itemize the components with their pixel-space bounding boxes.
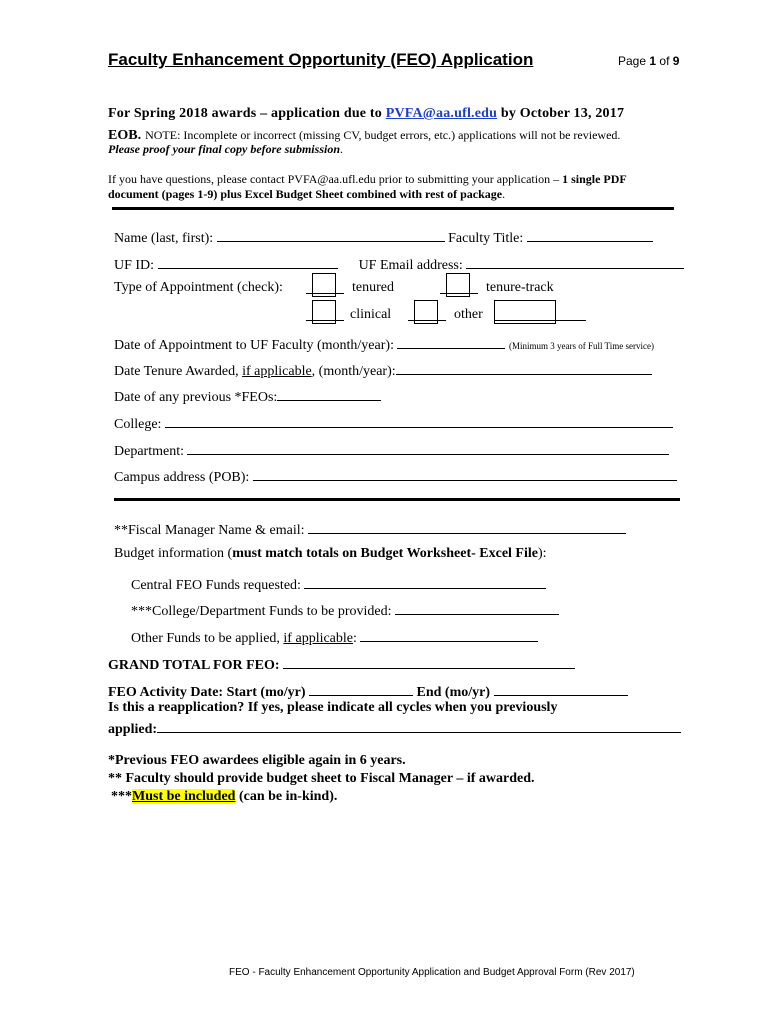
note-budget-sheet: ** Faculty should provide budget sheet to Fiscal Manager – if awarded. <box>108 771 535 786</box>
section-divider-middle <box>114 498 680 501</box>
deadline-text-b: by October 13, 2017 <box>500 106 625 121</box>
fiscal-mgr-field[interactable] <box>308 519 626 534</box>
proof-line <box>108 142 343 157</box>
reapp-label: applied: <box>108 722 158 737</box>
contact-text-a: If you have questions, please contact PVFA@aa.ufl.edu prior to submitting your application – <box>108 172 560 186</box>
contact-text-d: . <box>502 187 506 201</box>
note-must-include-highlight: Must be included <box>132 789 236 804</box>
ufid-label: UF ID: <box>114 258 155 273</box>
central-funds-field[interactable] <box>304 574 546 589</box>
appt-type-label: Type of Appointment (check): <box>114 280 283 295</box>
other-funds-b: if applicable <box>283 631 353 646</box>
other-specify-line <box>494 306 586 321</box>
proof-text: Please proof your final copy before submission <box>108 142 340 156</box>
page-title: Faculty Enhancement Opportunity (FEO) Application <box>108 50 534 69</box>
tenure-date-field[interactable] <box>396 360 652 375</box>
budget-info-row <box>114 546 547 562</box>
tenure-date-row <box>114 360 652 380</box>
contact-text-b: 1 single PDF <box>562 172 627 186</box>
page-number: 1 <box>649 54 657 68</box>
faculty-title-field[interactable] <box>527 227 653 242</box>
page-of: of <box>659 54 670 68</box>
activity-start-label: FEO Activity Date: Start (mo/yr) <box>108 685 306 700</box>
college-funds-label: ***College/Department Funds to be provided: <box>131 604 392 619</box>
appt-date-row <box>114 334 654 354</box>
budget-info-c: ): <box>537 546 547 561</box>
activity-end-field[interactable] <box>494 681 628 696</box>
note-must-include <box>111 789 337 805</box>
appt-date-label: Date of Appointment to UF Faculty (month/year): <box>114 338 394 353</box>
tenured-label: tenured <box>352 280 394 295</box>
appt-date-note: (Minimum 3 years of Full Time service) <box>508 341 654 351</box>
tenure-date-label-b: if applicable <box>242 364 312 379</box>
college-funds-row <box>131 600 559 620</box>
other-label: other <box>454 307 483 322</box>
proof-end: . <box>340 142 343 156</box>
other-funds-a: Other Funds to be applied, <box>131 631 280 646</box>
other-funds-c: : <box>353 631 357 646</box>
department-field[interactable] <box>187 440 669 455</box>
college-field[interactable] <box>165 413 673 428</box>
ufid-field[interactable] <box>158 254 338 269</box>
eob-label: EOB. <box>108 128 142 143</box>
appt-date-field[interactable] <box>397 334 505 349</box>
activity-end-label: End (mo/yr) <box>416 685 490 700</box>
name-row <box>114 227 653 247</box>
note-text: NOTE: Incomplete or incorrect (missing CV, budget errors, etc.) applications will not be reviewed. <box>145 128 621 142</box>
contact-line-2 <box>108 187 505 202</box>
clinical-line <box>306 306 344 321</box>
tenure-track-label: tenure-track <box>486 280 554 295</box>
college-row <box>114 413 673 433</box>
budget-info-b: must match totals on Budget Worksheet- Excel File <box>232 546 538 561</box>
faculty-title-label: Faculty Title: <box>448 231 524 246</box>
uf-email-label: UF Email address: <box>358 258 463 273</box>
grand-total-label: GRAND TOTAL FOR FEO: <box>108 658 280 673</box>
reapp-field[interactable] <box>157 718 681 733</box>
tenure-date-label-c: , (month/year): <box>311 364 396 379</box>
page-footer: FEO - Faculty Enhancement Opportunity Application and Budget Approval Form (Rev 2017) <box>229 967 635 978</box>
college-label: College: <box>114 417 162 432</box>
department-label: Department: <box>114 444 184 459</box>
tenure-track-line <box>440 279 478 294</box>
other-funds-field[interactable] <box>360 627 538 642</box>
clinical-label: clinical <box>350 307 392 322</box>
campus-field[interactable] <box>253 466 677 481</box>
page-prefix: Page <box>618 54 647 68</box>
note-must-include-suffix: (can be in-kind). <box>238 789 338 804</box>
ufid-row <box>114 254 684 274</box>
other-funds-row <box>131 627 538 647</box>
central-funds-row <box>131 574 546 594</box>
section-divider-top <box>112 207 674 210</box>
grand-total-row <box>108 654 575 674</box>
tenure-date-label-a: Date Tenure Awarded, <box>114 364 239 379</box>
activity-start-field[interactable] <box>309 681 413 696</box>
submission-email-link[interactable]: PVFA@aa.ufl.edu <box>385 106 498 121</box>
reapp-line-2 <box>108 718 681 738</box>
prev-feo-field[interactable] <box>277 386 381 401</box>
deadline-text-a: For Spring 2018 awards – application due to <box>108 106 382 121</box>
note-must-include-prefix: *** <box>111 789 132 804</box>
campus-label: Campus address (POB): <box>114 470 250 485</box>
uf-email-field[interactable] <box>466 254 684 269</box>
prev-feo-row <box>114 386 381 406</box>
page-total: 9 <box>672 54 680 68</box>
note-previous-awardees: *Previous FEO awardees eligible again in 6 years. <box>108 753 406 768</box>
department-row <box>114 440 669 460</box>
campus-row <box>114 466 677 486</box>
other-line <box>408 306 446 321</box>
college-funds-field[interactable] <box>395 600 559 615</box>
name-field[interactable] <box>217 227 445 242</box>
deadline-line <box>108 106 624 122</box>
tenured-line <box>306 279 344 294</box>
contact-text-c: document (pages 1-9) plus Excel Budget Sheet combined with rest of package <box>108 187 503 201</box>
central-funds-label: Central FEO Funds requested: <box>131 578 301 593</box>
grand-total-field[interactable] <box>283 654 575 669</box>
fiscal-mgr-label: **Fiscal Manager Name & email: <box>114 523 305 538</box>
page-counter <box>618 54 679 68</box>
contact-line-1 <box>108 172 627 187</box>
reapp-line-1: Is this a reapplication? If yes, please indicate all cycles when you previously <box>108 700 558 715</box>
budget-info-a: Budget information ( <box>114 546 233 561</box>
activity-date-row <box>108 681 628 701</box>
fiscal-mgr-row <box>114 519 626 539</box>
prev-feo-label: Date of any previous *FEOs: <box>114 390 278 405</box>
name-label: Name (last, first): <box>114 231 214 246</box>
